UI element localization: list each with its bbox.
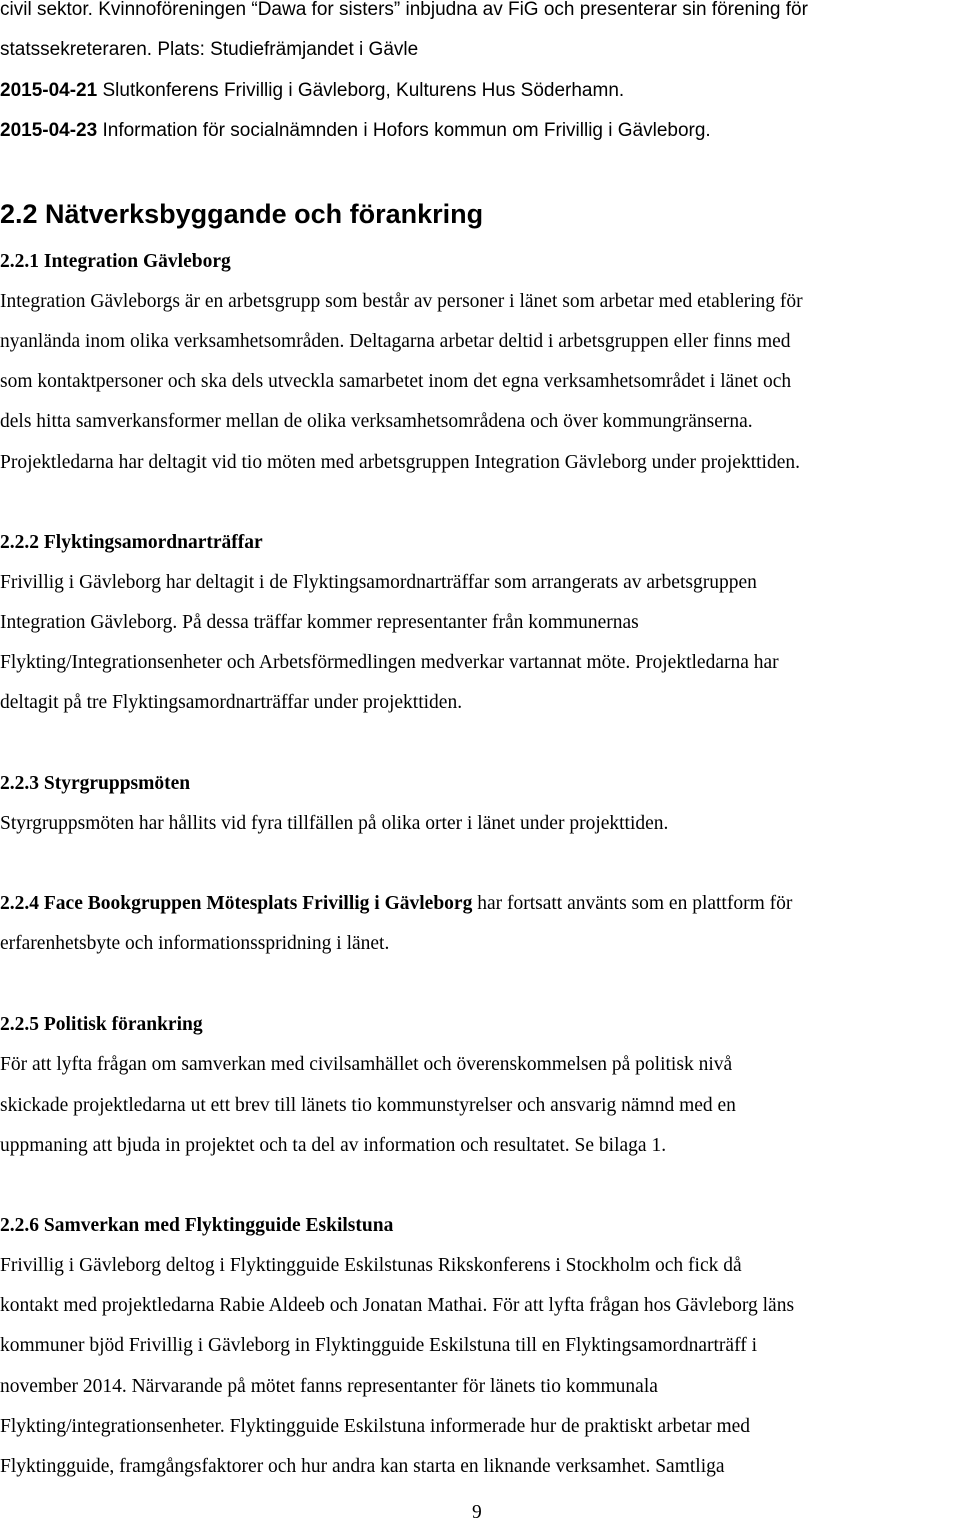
paragraph-line: nyanlända inom olika verksamhetsområden. Deltagarna arbetar deltid i arbetsgruppen eller finns med xyxy=(0,331,791,352)
paragraph-line: För att lyfta frågan om samverkan med civilsamhället och överenskommelsen på politisk nivå xyxy=(0,1054,733,1075)
event-line-2 xyxy=(0,119,711,143)
paragraph-line: deltagit på tre Flyktingsamordnarträffar under projekttiden. xyxy=(0,692,463,713)
event-text: Information för socialnämnden i Hofors kommun om Frivillig i Gävleborg. xyxy=(97,120,711,141)
event-date: 2015-04-23 xyxy=(0,120,98,141)
section-heading: 2.2 Nätverksbyggande och förankring xyxy=(0,199,484,229)
paragraph-line: Integration Gävleborg. På dessa träffar kommer representanter från kommunernas xyxy=(0,612,639,633)
paragraph-line: Flykting/Integrationsenheter och Arbetsförmedlingen medverkar vartannat möte. Projektledarna har xyxy=(0,652,779,673)
paragraph-line: Frivillig i Gävleborg deltog i Flyktingguide Eskilstunas Rikskonferens i Stockholm och fick då xyxy=(0,1255,742,1276)
event-text: Slutkonferens Frivillig i Gävleborg, Kulturens Hus Söderhamn. xyxy=(97,80,625,101)
paragraph-line: Flykting/integrationsenheter. Flyktingguide Eskilstuna informerade hur de praktiskt arbetar med xyxy=(0,1416,751,1437)
text-fragment: inbjudna av FiG och presenterar sin förening för xyxy=(400,0,808,20)
paragraph-line: kommuner bjöd Frivillig i Gävleborg in Flyktingguide Eskilstuna till en Flyktingsamordnarträff i xyxy=(0,1335,758,1356)
text-fragment: har fortsatt använts som en plattform för xyxy=(472,893,793,914)
subsection-heading-facebook: 2.2.4 Face Bookgruppen Mötesplats Frivillig i Gävleborg xyxy=(0,893,473,914)
paragraph-line: kontakt med projektledarna Rabie Aldeeb och Jonatan Mathai. För att lyfta frågan hos Gävleborg läns xyxy=(0,1295,795,1316)
paragraph-line: erfarenhetsbyte och informationsspridning i länet. xyxy=(0,933,390,954)
subsection-heading-integration: 2.2.1 Integration Gävleborg xyxy=(0,251,231,272)
event-date: 2015-04-21 xyxy=(0,80,98,101)
page-number: 9 xyxy=(472,1502,482,1523)
subsection-heading-politisk: 2.2.5 Politisk förankring xyxy=(0,1014,203,1035)
event-line-1 xyxy=(0,79,624,103)
subsection-facebook-line xyxy=(0,892,792,916)
paragraph-line: november 2014. Närvarande på mötet fanns representanter för länets tio kommunala xyxy=(0,1376,658,1397)
intro-line-1 xyxy=(0,0,808,22)
paragraph-line: Integration Gävleborgs är en arbetsgrupp som består av personer i länet som arbetar med etablering för xyxy=(0,291,803,312)
paragraph-line: Projektledarna har deltagit vid tio möten med arbetsgruppen Integration Gävleborg under projekttiden. xyxy=(0,452,800,473)
paragraph-line: dels hitta samverkansformer mellan de olika verksamhetsområdena och över kommungränserna. xyxy=(0,411,753,432)
paragraph-line: som kontaktpersoner och ska dels utveckla samarbetet inom det egna verksamhetsområdet i länet och xyxy=(0,371,792,392)
subsection-heading-samverkan: 2.2.6 Samverkan med Flyktingguide Eskilstuna xyxy=(0,1215,394,1236)
paragraph-line: skickade projektledarna ut ett brev till länets tio kommunstyrelser och ansvarig nämnd med en xyxy=(0,1095,736,1116)
paragraph-line: Flyktingguide, framgångsfaktorer och hur andra kan starta en liknande verksamhet. Samtliga xyxy=(0,1456,725,1477)
intro-line-2: statssekreteraren. Plats: Studiefrämjandet i Gävle xyxy=(0,39,419,60)
quoted-name: “Dawa for sisters” xyxy=(251,0,401,20)
paragraph-line: uppmaning att bjuda in projektet och ta del av information och resultatet. Se bilaga 1. xyxy=(0,1135,667,1156)
text-fragment: civil sektor. Kvinnoföreningen xyxy=(0,0,252,20)
subsection-heading-styrgrupp: 2.2.3 Styrgruppsmöten xyxy=(0,773,191,794)
subsection-heading-flyktingsamordnar: 2.2.2 Flyktingsamordnarträffar xyxy=(0,532,263,553)
paragraph-line: Frivillig i Gävleborg har deltagit i de Flyktingsamordnarträffar som arrangerats av arbetsgruppen xyxy=(0,572,757,593)
paragraph-line: Styrgruppsmöten har hållits vid fyra tillfällen på olika orter i länet under projekttiden. xyxy=(0,813,669,834)
